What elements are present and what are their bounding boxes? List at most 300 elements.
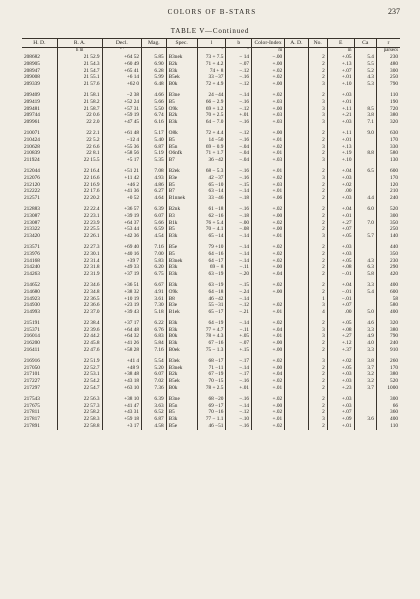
- table-cell: 22 27.3: [57, 244, 102, 251]
- table-cell: −.14: [226, 92, 252, 99]
- table-cell: +58 56: [102, 150, 142, 157]
- table-cell: [285, 99, 308, 106]
- table-cell: 5.66: [142, 220, 167, 227]
- table-cell: 209481: [24, 105, 40, 112]
- table-cell: +.02: [252, 282, 285, 289]
- table-cell: 260: [376, 358, 400, 365]
- table-cell: 330: [376, 144, 400, 151]
- table-cell: 65 −14: [197, 233, 226, 240]
- table-cell: +39 43: [102, 309, 142, 316]
- table-row: [22, 188, 400, 195]
- table-cell: +.03: [252, 119, 285, 126]
- page-number: 237: [388, 7, 400, 16]
- table-cell: [354, 226, 376, 233]
- table-cell: 7.08: [142, 168, 167, 175]
- table-cell: 400: [376, 282, 400, 289]
- table-cell: 2: [308, 409, 327, 416]
- table-cell: 209961: [24, 119, 40, 126]
- table-cell: 22 36.6: [57, 302, 102, 309]
- table-cell: +64 32: [102, 333, 142, 340]
- table-cell: 2: [308, 251, 327, 258]
- table-cell: 2: [308, 61, 327, 68]
- table-cell: +63 10: [102, 385, 142, 392]
- table-cell: −.21: [226, 309, 252, 316]
- table-cell: 68 − 5.3: [197, 168, 226, 175]
- table-cell: 21 58.1: [57, 92, 102, 99]
- table-cell: B2ek: [166, 168, 197, 175]
- table-cell: 62 −16: [197, 213, 226, 220]
- running-title: COLORS OF B-STARS: [167, 8, 257, 16]
- table-cell: +.07: [327, 409, 354, 416]
- unit-cell: parsecs: [376, 48, 400, 55]
- table-cell: 61 −18: [197, 206, 226, 213]
- table-cell: −.12: [226, 130, 252, 137]
- table-cell: −.14: [226, 296, 252, 303]
- table-cell: 240: [376, 195, 400, 202]
- table-cell: B0k: [166, 81, 197, 88]
- table-cell: [285, 119, 308, 126]
- table-cell: 6.0: [354, 206, 376, 213]
- column-header: A. D.: [285, 39, 308, 48]
- table-cell: +55 36: [102, 144, 142, 151]
- table-cell: −.16: [226, 206, 252, 213]
- table-cell: +.05: [327, 233, 354, 240]
- table-cell: B3k: [166, 416, 197, 423]
- table-row: [22, 150, 400, 157]
- table-cell: 65 −17: [197, 309, 226, 316]
- table-cell: 72 + 4.4: [197, 130, 226, 137]
- table-cell: [285, 213, 308, 220]
- table-row: [22, 416, 400, 423]
- table-cell: 21 58.7: [57, 106, 102, 113]
- table-cell: 68 −17: [197, 358, 226, 365]
- table-cell: 400: [376, 309, 400, 316]
- table-cell: −.14: [226, 244, 252, 251]
- table-cell: +.01: [327, 137, 354, 144]
- table-row: [22, 385, 400, 392]
- table-cell: 7.16: [142, 244, 167, 251]
- table-cell: 170: [376, 175, 400, 182]
- table-cell: [285, 423, 308, 430]
- table-cell: +.11: [327, 130, 354, 137]
- table-cell: 3.7: [354, 385, 376, 392]
- table-cell: 6.52: [142, 409, 167, 416]
- table-cell: 22 17.6: [57, 188, 102, 195]
- table-cell: 5.54: [142, 358, 167, 365]
- column-header: Color-Index: [252, 39, 285, 48]
- table-cell: +.27: [327, 333, 354, 340]
- table-cell: 6.83: [142, 333, 167, 340]
- table-cell: 217227: [24, 378, 40, 385]
- table-cell: 22 16.9: [57, 182, 102, 189]
- table-cell: −.14: [226, 403, 252, 410]
- table-cell: 3.2: [354, 371, 376, 378]
- table-cell: 3.61: [142, 296, 167, 303]
- table-cell: +.04: [327, 206, 354, 213]
- table-cell: [354, 137, 376, 144]
- table-cell: 21 52.9: [57, 54, 102, 61]
- table-cell: 7.30: [142, 302, 167, 309]
- table-cell: 22 38.4: [57, 320, 102, 327]
- table-cell: [285, 302, 308, 309]
- table-cell: −.14: [226, 251, 252, 258]
- table-cell: 69 − 8: [197, 264, 226, 271]
- table-cell: 5.7: [354, 233, 376, 240]
- table-cell: −.24: [226, 289, 252, 296]
- table-cell: 400: [376, 416, 400, 423]
- table-cell: [354, 182, 376, 189]
- table-cell: +.02: [252, 396, 285, 403]
- table-cell: [285, 206, 308, 213]
- table-cell: [285, 296, 308, 303]
- table-cell: 2: [308, 130, 327, 137]
- table-cell: 64 − 7.0: [197, 119, 226, 126]
- table-cell: +41 26: [102, 340, 142, 347]
- table-cell: [285, 378, 308, 385]
- table-cell: 70 −15: [197, 378, 226, 385]
- table-cell: 71 + 1.7: [197, 150, 226, 157]
- table-cell: 2: [308, 188, 327, 195]
- table-cell: [354, 244, 376, 251]
- table-cell: 790: [376, 81, 400, 88]
- table-cell: 360: [376, 409, 400, 416]
- table-cell: 5.17: [142, 130, 167, 137]
- table-cell: 300: [376, 213, 400, 220]
- column-header: Decl.: [102, 39, 142, 48]
- table-cell: +38 10: [102, 396, 142, 403]
- table-cell: +41 36: [102, 188, 142, 195]
- table-cell: +.01: [327, 99, 354, 106]
- table-cell: 720: [376, 106, 400, 113]
- table-cell: 350: [376, 251, 400, 258]
- table-cell: −.16: [226, 175, 252, 182]
- table-cell: [354, 296, 376, 303]
- table-cell: 22 51.9: [57, 358, 102, 365]
- table-cell: 77 + 4.7: [197, 327, 226, 334]
- table-cell: 6.74: [142, 112, 167, 119]
- table-cell: +.03: [252, 182, 285, 189]
- table-cell: [285, 182, 308, 189]
- table-cell: 22 57.3: [57, 403, 102, 410]
- table-cell: 71 + 4.2: [197, 61, 226, 68]
- table-cell: 5.19: [142, 150, 167, 157]
- table-cell: 320: [376, 119, 400, 126]
- table-cell: −.16: [226, 74, 252, 81]
- table-cell: 910: [376, 347, 400, 354]
- table-cell: 22 22.4: [57, 206, 102, 213]
- table-cell: −.14: [226, 233, 252, 240]
- table-cell: +.00: [252, 347, 285, 354]
- table-row: [22, 365, 400, 372]
- table-cell: +.05: [327, 258, 354, 265]
- table-cell: −.04: [226, 144, 252, 151]
- table-cell: 214652: [24, 281, 40, 288]
- table-cell: 2: [308, 347, 327, 354]
- table-cell: 55 −31: [197, 302, 226, 309]
- table-cell: 212222: [24, 188, 40, 195]
- table-cell: 24 −44: [197, 92, 226, 99]
- table-cell: 22 16.4: [57, 168, 102, 175]
- table-cell: 217050: [24, 364, 40, 371]
- table-row: [22, 258, 400, 265]
- table-cell: +0 52: [102, 195, 142, 202]
- table-cell: −.08: [226, 226, 252, 233]
- table-cell: B3ne: [166, 396, 197, 403]
- table-cell: 22 34.8: [57, 289, 102, 296]
- table-cell: 5.2: [354, 68, 376, 75]
- table-cell: 3.3: [354, 327, 376, 334]
- unit-cell: h m: [57, 48, 102, 55]
- table-cell: [285, 403, 308, 410]
- table-cell: +64 48: [102, 327, 142, 334]
- table-cell: 170: [376, 137, 400, 144]
- table-cell: B5n: [166, 144, 197, 151]
- table-cell: [285, 144, 308, 151]
- table-cell: 3: [308, 144, 327, 151]
- table-cell: 130: [376, 157, 400, 164]
- table-cell: +.02: [252, 175, 285, 182]
- table-cell: +.03: [327, 378, 354, 385]
- table-cell: 22 54.7: [57, 385, 102, 392]
- table-cell: [285, 282, 308, 289]
- table-cell: +.11: [327, 106, 354, 113]
- table-cell: [285, 320, 308, 327]
- table-row: [22, 106, 400, 113]
- table-cell: 5.50: [142, 106, 167, 113]
- table-cell: B2k: [166, 112, 197, 119]
- table-cell: [252, 296, 285, 303]
- table-cell: −.12: [226, 106, 252, 113]
- table-cell: [285, 220, 308, 227]
- table-row: [22, 251, 400, 258]
- table-cell: B2k: [166, 61, 197, 68]
- table-cell: 6.87: [142, 416, 167, 423]
- table-cell: 212571: [24, 195, 40, 202]
- table-cell: 2: [308, 92, 327, 99]
- table-cell: 5.8: [354, 271, 376, 278]
- table-cell: 3.8: [354, 358, 376, 365]
- table-cell: +.02: [327, 358, 354, 365]
- table-cell: 68 −20: [197, 396, 226, 403]
- table-cell: O9k: [166, 289, 197, 296]
- table-cell: − 14: [226, 54, 252, 61]
- table-cell: B3k: [166, 282, 197, 289]
- table-cell: 6.87: [142, 144, 167, 151]
- table-cell: −.16: [226, 378, 252, 385]
- table-cell: 6.59: [142, 226, 167, 233]
- table-cell: 22 30.1: [57, 251, 102, 258]
- table-cell: 2: [308, 168, 327, 175]
- table-cell: +.23: [327, 385, 354, 392]
- table-cell: [285, 188, 308, 195]
- table-cell: 3.63: [142, 403, 167, 410]
- table-cell: +.13: [327, 61, 354, 68]
- table-cell: 5.83: [142, 258, 167, 265]
- table-row: [22, 213, 400, 220]
- table-cell: −.12: [226, 68, 252, 75]
- table-cell: 22 58.3: [57, 416, 102, 423]
- table-cell: +5 17: [102, 157, 142, 164]
- table-cell: 208682: [24, 54, 40, 60]
- table-cell: +59 18: [102, 416, 142, 423]
- table-cell: −.00: [252, 54, 285, 61]
- table-cell: 600: [376, 168, 400, 175]
- table-cell: −.16: [226, 396, 252, 403]
- table-cell: 22 20.2: [57, 195, 102, 202]
- table-cell: 6.90: [142, 61, 167, 68]
- table-cell: 208905: [24, 60, 40, 67]
- table-row: [22, 320, 400, 327]
- table-cell: +39 19: [102, 213, 142, 220]
- table-cell: 2: [308, 74, 327, 81]
- table-cell: −.16: [226, 99, 252, 106]
- table-cell: 21 57.6: [57, 81, 102, 88]
- table-cell: B5: [166, 226, 197, 233]
- table-cell: 3: [308, 81, 327, 88]
- table-cell: +37 19: [102, 271, 142, 278]
- table-cell: B5: [166, 137, 197, 144]
- table-cell: 3: [308, 119, 327, 126]
- table-cell: 2: [308, 365, 327, 372]
- table-cell: +.02: [252, 258, 285, 265]
- table-cell: +.05: [226, 333, 252, 340]
- table-cell: 6.27: [142, 188, 167, 195]
- table-cell: [285, 112, 308, 119]
- table-row: [22, 220, 400, 227]
- table-row: [22, 289, 400, 296]
- table-cell: 214923: [24, 295, 40, 302]
- header-row: [22, 39, 400, 48]
- table-cell: +42 36: [102, 233, 142, 240]
- unit-cell: m: [252, 48, 285, 55]
- table-row: [22, 403, 400, 410]
- table-cell: 630: [376, 130, 400, 137]
- table-cell: 213322: [24, 226, 40, 233]
- table-cell: 6.5: [354, 168, 376, 175]
- table-cell: 216916: [24, 357, 40, 364]
- table-cell: 250: [376, 74, 400, 81]
- table-cell: +.07: [327, 302, 354, 309]
- table-cell: 66 − 2.9: [197, 99, 226, 106]
- table-row: [22, 282, 400, 289]
- table-cell: +.02: [252, 92, 285, 99]
- table-cell: +.01: [252, 137, 285, 144]
- table-cell: 7.36: [142, 385, 167, 392]
- table-cell: 22 26.1: [57, 233, 102, 240]
- table-cell: 6.76: [142, 327, 167, 334]
- table-cell: [285, 74, 308, 81]
- table-cell: +.04: [327, 168, 354, 175]
- table-cell: 7.00: [142, 251, 167, 258]
- table-cell: B3nek: [166, 365, 197, 372]
- table-cell: 380: [376, 371, 400, 378]
- table-cell: 5.3: [354, 81, 376, 88]
- table-cell: +60 49: [102, 61, 142, 68]
- table-cell: 2: [308, 371, 327, 378]
- table-cell: 67 −16: [197, 340, 226, 347]
- table-cell: 22 2.0: [57, 119, 102, 126]
- table-cell: 69 + 1.2: [197, 106, 226, 113]
- table-cell: +.02: [252, 251, 285, 258]
- table-cell: 3: [308, 358, 327, 365]
- table-cell: +.05: [327, 54, 354, 61]
- unit-cell: °: [226, 48, 252, 55]
- table-cell: 5.0: [354, 309, 376, 316]
- table-cell: +.02: [252, 244, 285, 251]
- table-cell: +.03: [327, 175, 354, 182]
- table-cell: +.12: [327, 340, 354, 347]
- table-cell: −.15: [226, 282, 252, 289]
- table-cell: +57 31: [102, 106, 142, 113]
- table-cell: 217297: [24, 385, 40, 392]
- table-cell: B5ek: [166, 378, 197, 385]
- table-cell: 5.40: [142, 137, 167, 144]
- table-row: [22, 264, 400, 271]
- table-cell: −.11: [226, 327, 252, 334]
- table-cell: 2: [308, 340, 327, 347]
- table-cell: 170: [376, 365, 400, 372]
- table-cell: 213420: [24, 233, 40, 240]
- column-header: Spec.: [166, 39, 197, 48]
- table-cell: 4.9: [354, 333, 376, 340]
- table-cell: −.04: [226, 157, 252, 164]
- table-cell: B3k: [166, 320, 197, 327]
- table-cell: B5e: [166, 244, 197, 251]
- table-cell: 7.0: [354, 220, 376, 227]
- table-cell: +.09: [327, 416, 354, 423]
- table-row: [22, 61, 400, 68]
- table-cell: 6.39: [142, 206, 167, 213]
- table-cell: −.12: [226, 409, 252, 416]
- table-cell: 210628: [24, 143, 40, 150]
- table-cell: 22 45.8: [57, 340, 102, 347]
- table-row: [22, 296, 400, 303]
- table-cell: [285, 106, 308, 113]
- table-cell: 3: [308, 106, 327, 113]
- table-row: [22, 157, 400, 164]
- table-cell: +.04: [252, 327, 285, 334]
- table-cell: +.03: [327, 371, 354, 378]
- table-cell: +.00: [252, 61, 285, 68]
- table-cell: [354, 144, 376, 151]
- table-cell: 4.3: [354, 258, 376, 265]
- table-cell: −.18: [226, 195, 252, 202]
- table-cell: 214168: [24, 257, 40, 264]
- table-row: [22, 371, 400, 378]
- table-cell: [285, 258, 308, 265]
- table-cell: 36 −42: [197, 157, 226, 164]
- table-cell: 4.86: [142, 182, 167, 189]
- table-row: [22, 99, 400, 106]
- table-cell: 6.16: [142, 119, 167, 126]
- table-row: [22, 423, 400, 430]
- table-cell: [354, 99, 376, 106]
- table-cell: B1nnek: [166, 195, 197, 202]
- table-cell: +.07: [327, 68, 354, 75]
- table-cell: 4.0: [354, 340, 376, 347]
- table-cell: −.07: [226, 340, 252, 347]
- table-cell: 22 34.6: [57, 282, 102, 289]
- table-cell: B7: [166, 188, 197, 195]
- table-cell: 70 + 2.5: [197, 112, 226, 119]
- table-cell: 22 31.4: [57, 258, 102, 265]
- table-row: [22, 168, 400, 175]
- table-cell: 2: [308, 220, 327, 227]
- table-title: TABLE V—Continued: [170, 27, 250, 35]
- table-cell: B2nk: [166, 206, 197, 213]
- table-cell: [285, 309, 308, 316]
- table-cell: 1000: [376, 385, 400, 392]
